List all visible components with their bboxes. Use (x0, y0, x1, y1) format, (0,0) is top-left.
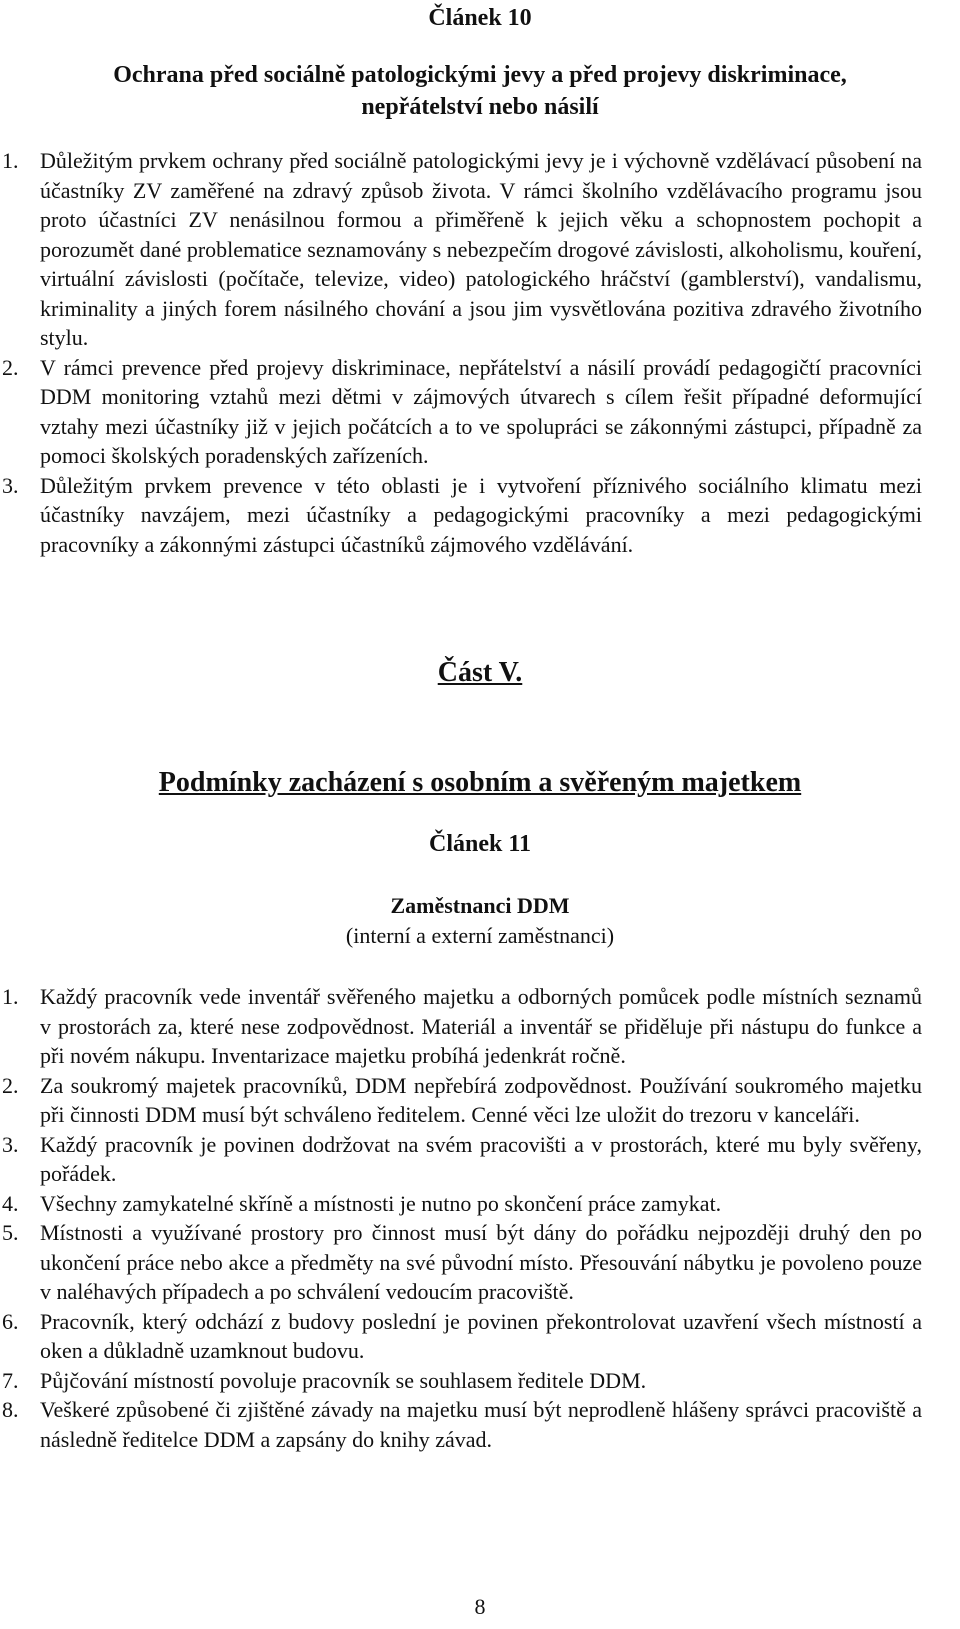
item-number: 5. (2, 1220, 19, 1245)
item-text: Za soukromý majetek pracovníků, DDM nepřebírá zodpovědnost. Používání soukromého majetku při činnosti DDM musí být schváleno ředitelem. Cenné věci lze uložit do trezoru v kanceláři. (40, 1072, 922, 1127)
item-number: 6. (2, 1308, 19, 1334)
item-number: 8. (2, 1397, 19, 1422)
list-item (0, 1189, 960, 1219)
section-title-line-1: Ochrana před sociálně patologickými jevy a před projevy diskriminace, (113, 62, 847, 88)
item-number: 4. (2, 1190, 19, 1216)
section-title-line-2: nepřátelství nebo násilí (361, 94, 599, 120)
list-item (0, 1366, 960, 1396)
article-11-list (0, 982, 960, 1454)
item-text: Místnosti a využívané prostory pro činnost musí být dány do pořádku nejpozději druhý den po ukončení práce nebo akce a předměty na své původní místo. Přesouvání nábytku je povoleno pouze v naléhavých případech a po schválení vedoucím pracoviště. (40, 1220, 922, 1304)
list-item (0, 1130, 960, 1189)
item-number: 7. (2, 1367, 19, 1393)
item-text: Důležitým prvkem ochrany před sociálně patologickými jevy je i výchovně vzdělávací působení na účastníky ZV zaměřené na zdravý způsob života. V rámci školního vzdělávacího programu jsou proto účastníci ZV nenásilnou formou a přiměřeně k jejich věku a schopnostem pochopit a porozumět dané problematice seznamovány s nebezpečím drogové závislosti, alkoholismu, kouření, virtuální závislosti (počítače, televize, video) patologického hráčství (gamblerství), vandalismu, kriminality a jiných forem násilného chování a jsou jim vysvětlována pozitiva zdravého životního stylu. (40, 148, 922, 350)
item-number: 3. (2, 1131, 19, 1157)
item-text: V rámci prevence před projevy diskriminace, nepřátelství a násilí provádí pedagogičtí pracovníci DDM monitoring vztahů mezi dětmi v zájmových útvarech s cílem řešit případné deformující vztahy mezi účastníky již v jejich počátcích a to ve spolupráci se zákonnými zástupci, případně za pomoci školských poradenských zařízeních. (40, 354, 922, 468)
article-11-title: Článek 11 (428, 831, 532, 857)
list-item (0, 1307, 960, 1366)
list-item (0, 146, 960, 353)
item-text: Důležitým prvkem prevence v této oblasti je i vytvoření příznivého sociálního klimatu mezi účastníky navzájem, mezi účastníky a pedagogickými pracovníky a mezi pedagogickými pracovníky a zákonnými zástupci účastníků zájmového vzdělávání. (40, 472, 922, 557)
item-number: 2. (2, 1072, 19, 1098)
article-10-title: Článek 10 (428, 5, 532, 31)
item-number: 3. (2, 472, 19, 498)
list-item (0, 982, 960, 1071)
page-number: 8 (474, 1594, 486, 1619)
item-number: 1. (2, 148, 19, 173)
subsection-subtitle: (interní a externí zaměstnanci) (345, 923, 615, 948)
list-item (0, 1218, 960, 1307)
list-item (0, 471, 960, 560)
article-10-section-title (40, 59, 920, 123)
part-subtitle: Podmínky zacházení s osobním a svěřeným majetkem (158, 767, 802, 798)
list-item (0, 1395, 960, 1454)
item-text: Veškeré způsobené či zjištěné závady na majetku musí být neprodleně hlášeny správci pracoviště a následně ředitelce DDM a zapsány do knihy závad. (40, 1397, 922, 1452)
list-item (0, 1071, 960, 1130)
list-item (0, 353, 960, 471)
item-number: 1. (2, 984, 19, 1009)
item-text: Každý pracovník vede inventář svěřeného majetku a odborných pomůcek podle místních seznamů v prostorách za, které nese zodpovědnost. Materiál a inventář se přiděluje při nástupu do funkce a při novém nákupu. Inventarizace majetku probíhá jedenkrát ročně. (40, 984, 922, 1068)
item-number: 2. (2, 354, 19, 380)
subsection-title: Zaměstnanci DDM (390, 893, 570, 918)
item-text: Všechny zamykatelné skříně a místnosti je nutno po skončení práce zamykat. (40, 1190, 722, 1216)
item-text: Pracovník, který odchází z budovy poslední je povinen překontrolovat uzavření všech místností a oken a důkladně uzamknout budovu. (40, 1308, 922, 1363)
item-text: Každý pracovník je povinen dodržovat na svém pracovišti a v prostorách, které mu byly svěřeny, pořádek. (40, 1131, 922, 1186)
part-title: Část V. (437, 657, 523, 688)
item-text: Půjčování místností povoluje pracovník se souhlasem ředitele DDM. (40, 1367, 647, 1393)
article-10-list (0, 146, 960, 559)
